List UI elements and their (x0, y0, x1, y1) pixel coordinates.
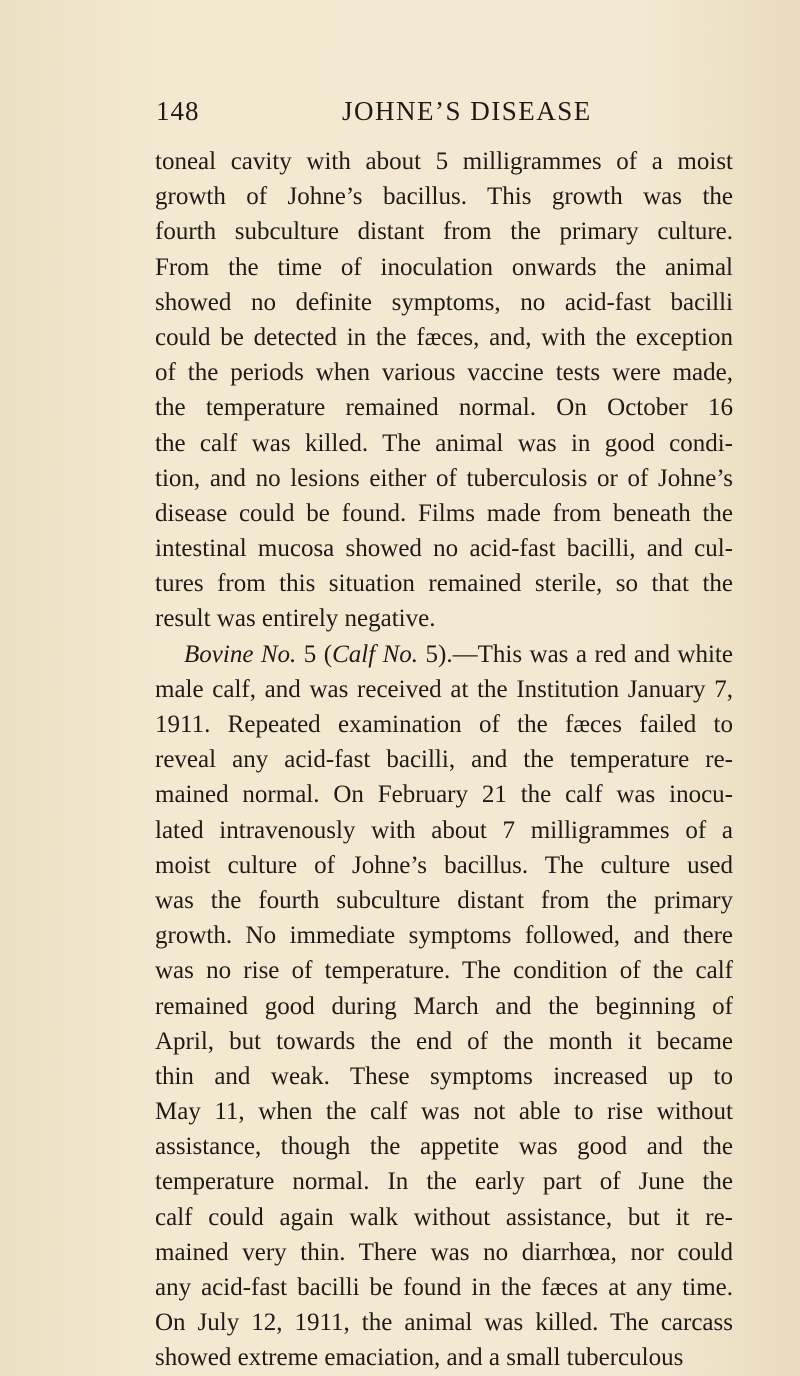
page-number: 148 (156, 96, 200, 126)
text-line: showed extreme emaciation, and a small tuberculous (155, 1344, 684, 1372)
text-line: May 11, when the calf was not able to rise without (155, 1098, 733, 1126)
paragraph-2 (155, 637, 733, 1376)
paragraph-2-first-line (155, 637, 733, 672)
text-line: mained normal. On February 21 the calf was inocu- (155, 781, 733, 809)
text-line: thin and weak. These symptoms increased up to (155, 1062, 733, 1090)
text-line: disease could be found. Films made from beneath the (155, 499, 733, 527)
bovine-number-value: 5 ( (296, 640, 333, 668)
text-line: calf could again walk without assistance, but it re- (155, 1203, 733, 1231)
running-title: JOHNE’S DISEASE (342, 96, 592, 126)
first-line-rest: 5).—This was a red and white (418, 640, 733, 668)
text-line: the calf was killed. The animal was in good condi- (155, 429, 733, 457)
text-line: fourth subculture distant from the primary culture. (155, 218, 733, 246)
body-text (155, 144, 733, 1376)
text-line: On July 12, 1911, the animal was killed. The carcass (155, 1309, 733, 1337)
text-line: moist culture of Johne’s bacillus. The culture used (155, 851, 733, 879)
text-line: result was entirely negative. (155, 605, 436, 633)
text-line: lated intravenously with about 7 milligrammes of a (155, 816, 733, 844)
text-line: temperature normal. In the early part of June the (155, 1168, 733, 1196)
bovine-number-heading: Bovine No. (184, 640, 297, 668)
text-line: was the fourth subculture distant from the primary (155, 886, 733, 914)
text-line: was no rise of temperature. The condition of the calf (155, 957, 733, 985)
text-line: of the periods when various vaccine tests were made, (155, 359, 733, 387)
text-line: male calf, and was received at the Institution January 7, (155, 675, 733, 703)
text-line: growth. No immediate symptoms followed, and there (155, 922, 733, 950)
text-line: growth of Johne’s bacillus. This growth was the (155, 183, 733, 211)
text-line: assistance, though the appetite was good and the (155, 1133, 733, 1161)
text-line: From the time of inoculation onwards the animal (155, 253, 733, 281)
text-line: mained very thin. There was no diarrhœa, nor could (155, 1238, 733, 1266)
text-line: tion, and no lesions either of tuberculosis or of Johne’s (155, 464, 733, 492)
text-line: 1911. Repeated examination of the fæces failed to (155, 711, 733, 738)
running-head (136, 96, 736, 136)
text-line: the temperature remained normal. On October 16 (155, 394, 733, 422)
text-line: could be detected in the fæces, and, with the exception (155, 323, 733, 351)
text-line: April, but towards the end of the month it became (155, 1027, 733, 1055)
text-line: any acid-fast bacilli be found in the fæces at any time. (155, 1274, 733, 1301)
text-line: showed no definite symptoms, no acid-fast bacilli (155, 288, 733, 316)
paragraph-1 (155, 144, 733, 637)
text-line: reveal any acid-fast bacilli, and the temperature re- (155, 746, 733, 774)
text-line: toneal cavity with about 5 milligrammes of a moist (155, 148, 733, 175)
calf-number-label: Calf No. (332, 640, 419, 668)
text-line: intestinal mucosa showed no acid-fast bacilli, and cul- (155, 535, 733, 563)
text-line: remained good during March and the beginning of (155, 992, 733, 1020)
text-line: tures from this situation remained sterile, so that the (155, 570, 733, 598)
